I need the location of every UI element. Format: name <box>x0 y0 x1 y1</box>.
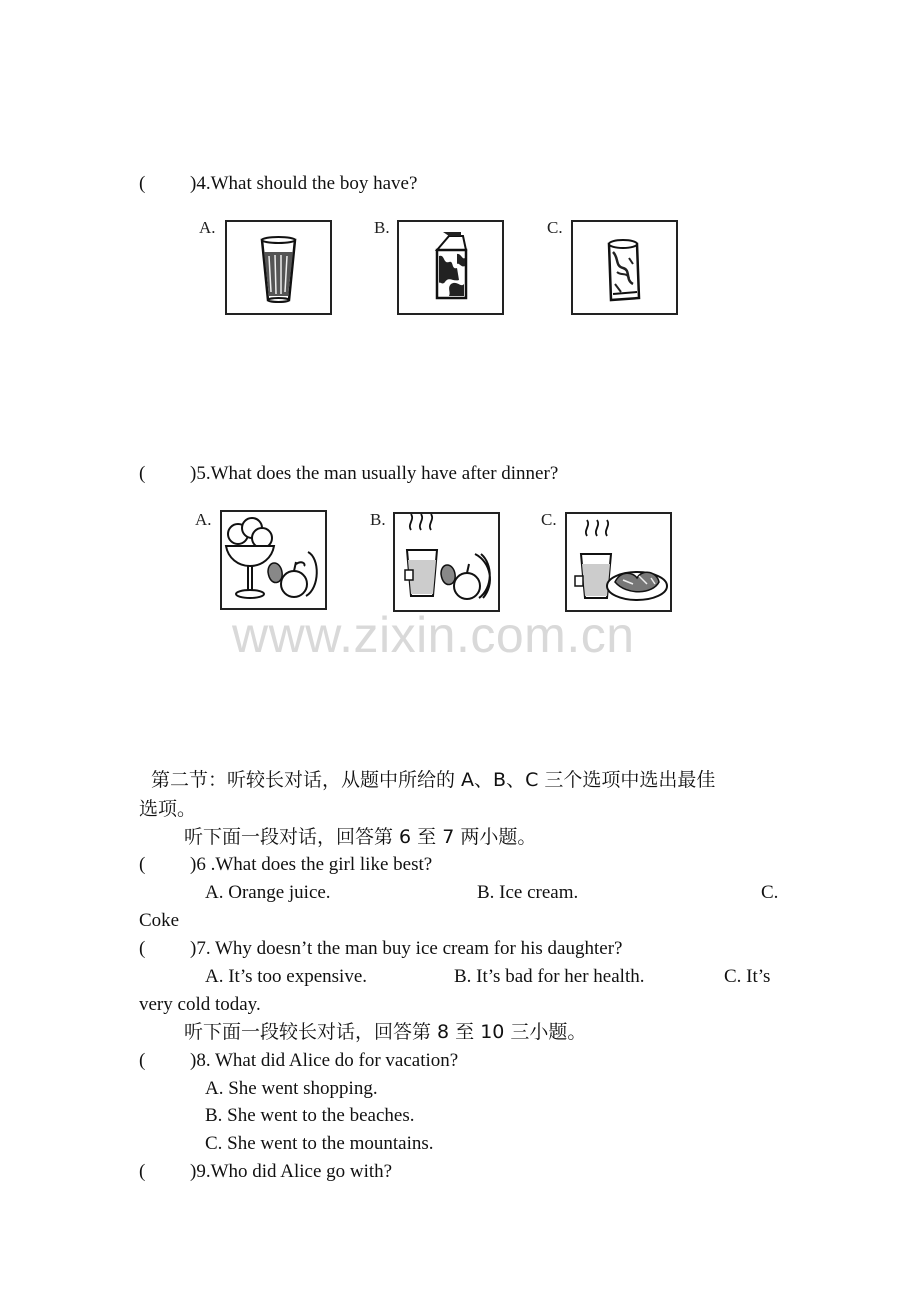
q5-option-a-label: A. <box>195 510 212 529</box>
q5-answer-paren[interactable]: ( <box>139 463 146 484</box>
q7-answer-paren[interactable]: ( <box>139 938 146 959</box>
instruction-q8-10: 听下面一段较长对话，回答第 8 至 10 三小题。 <box>184 1021 587 1043</box>
watermark: www.zixin.com.cn <box>232 607 635 663</box>
q7-option-b[interactable]: B. It’s bad for her health. <box>454 966 645 987</box>
q6-answer-paren[interactable]: ( <box>139 854 146 875</box>
q7-option-c[interactable]: C. It’s <box>724 966 771 987</box>
q7-option-a[interactable]: A. It’s too expensive. <box>205 966 368 987</box>
soda-can-icon <box>573 222 676 313</box>
q9-question: )9.Who did Alice go with? <box>190 1161 393 1182</box>
q4-option-c-label: C. <box>547 218 563 237</box>
q8-option-a[interactable]: A. She went shopping. <box>205 1078 378 1099</box>
q9-answer-paren[interactable]: ( <box>139 1161 146 1182</box>
q6-option-c[interactable]: C. <box>761 882 779 903</box>
q5-option-c-label: C. <box>541 510 557 529</box>
q6-option-c-cont: Coke <box>139 910 180 931</box>
q8-question: )8. What did Alice do for vacation? <box>190 1050 459 1071</box>
q4-option-a-label: A. <box>199 218 216 237</box>
tea-salad-icon <box>567 514 670 610</box>
q4-option-a-picture <box>225 220 332 315</box>
ice-cream-fruit-icon <box>222 512 325 608</box>
section2-heading: 第二节：听较长对话，从题中所给的 A、B、C 三个选项中选出最佳 <box>151 769 716 791</box>
q4-answer-paren[interactable]: ( <box>139 173 146 194</box>
q4-option-b-label: B. <box>374 218 390 237</box>
q8-answer-paren[interactable]: ( <box>139 1050 146 1071</box>
q5-option-a-picture <box>220 510 327 610</box>
q8-option-c[interactable]: C. She went to the mountains. <box>205 1133 434 1154</box>
q8-option-b[interactable]: B. She went to the beaches. <box>205 1105 415 1126</box>
q5-option-b-picture <box>393 512 500 612</box>
q5-option-c-picture <box>565 512 672 612</box>
q7-option-c-cont: very cold today. <box>139 994 261 1015</box>
instruction-q6-7: 听下面一段对话，回答第 6 至 7 两小题。 <box>184 826 537 848</box>
section2-heading-cont: 选项。 <box>139 798 197 820</box>
glass-icon <box>227 222 330 313</box>
q6-option-b[interactable]: B. Ice cream. <box>477 882 579 903</box>
tea-fruit-icon <box>395 514 498 610</box>
milk-carton-icon <box>399 222 502 313</box>
q6-option-a[interactable]: A. Orange juice. <box>205 882 331 903</box>
q6-question: )6 .What does the girl like best? <box>190 854 433 875</box>
q4-option-c-picture <box>571 220 678 315</box>
q7-question: )7. Why doesn’t the man buy ice cream for his daughter? <box>190 938 623 959</box>
q5-option-b-label: B. <box>370 510 386 529</box>
q4-option-b-picture <box>397 220 504 315</box>
q5-question: )5.What does the man usually have after dinner? <box>190 463 559 484</box>
q4-question: )4.What should the boy have? <box>190 173 418 194</box>
